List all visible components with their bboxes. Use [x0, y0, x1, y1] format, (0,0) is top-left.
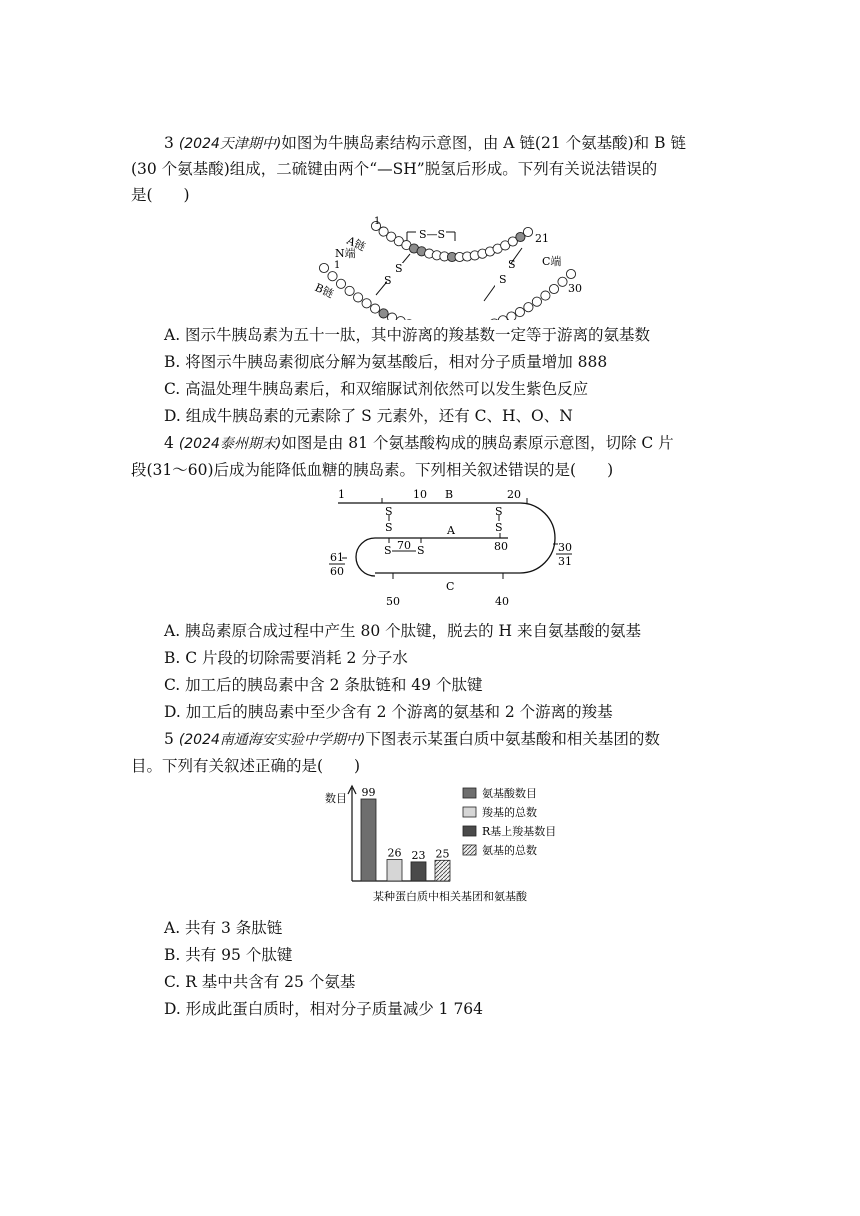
- q3-stem-2: (30 个氨基酸)组成，二硫键由两个“—SH”脱氢后形成。下列有关说法错误的: [131, 160, 658, 178]
- q3-option-c: C. 高温处理牛胰岛素后，和双缩脲试剂依然可以发生紫色反应: [164, 380, 589, 398]
- q3-label-1-b: 1: [334, 260, 341, 271]
- q3-label-21: 21: [535, 232, 549, 245]
- q4-label-c: C: [446, 580, 455, 593]
- q4-line1: [164, 432, 674, 455]
- q3-line1: [164, 132, 686, 155]
- q4-label-40: 40: [495, 595, 509, 608]
- q3-chain-b-bead: [558, 277, 567, 286]
- chart-x-label: 某种蛋白质中相关基团和氨基酸: [373, 890, 527, 903]
- q3-label-a-chain: A链: [344, 233, 368, 254]
- q3-option-a: A. 图示牛胰岛素为五十一肽，其中游离的羧基数一定等于游离的氨基数: [164, 326, 651, 344]
- chart-legend-swatch-0: [463, 788, 476, 798]
- q3-option-d: D. 组成牛胰岛素的元素除了 S 元素外，还有 C、H、O、N: [164, 407, 573, 425]
- q3-label-30: 30: [568, 282, 582, 295]
- chart-legend-swatch-3: [463, 845, 476, 855]
- q3-s-label-3: S: [508, 258, 516, 271]
- q3-chain-b-bead: [319, 263, 328, 272]
- q4-source: (2024泰州期末): [178, 436, 282, 452]
- q5-option-c: C. R 基中共含有 25 个氨基: [164, 973, 356, 991]
- q3-chain-b-bead: [566, 269, 575, 278]
- q5-option-d: D. 形成此蛋白质时，相对分子质量减少 1 764: [164, 1000, 484, 1018]
- q3-label-n-end: N端: [335, 247, 356, 260]
- q4-number: 4: [164, 434, 174, 452]
- q3-chain-b-bead: [507, 312, 516, 320]
- q3-s-label-1: S: [395, 262, 403, 275]
- q3-stem-3: 是( ): [131, 186, 190, 204]
- q3-s-label-4: S: [499, 273, 507, 286]
- q3-chain-a: [371, 221, 532, 261]
- q3-label-1-a: 1: [374, 216, 381, 227]
- q3-chain-b-bead: [328, 272, 337, 281]
- q4-option-b: B. C 片段的切除需要消耗 2 分子水: [164, 649, 408, 667]
- q3-chain-b-bead: [498, 316, 507, 320]
- q3-label-b-chain: B链: [312, 280, 336, 301]
- q3-chain-a-bead: [523, 227, 532, 236]
- chart-data-label-3: 25: [435, 847, 450, 861]
- chart-y-label: 数目: [325, 792, 347, 805]
- q4-label-31: 31: [558, 555, 572, 568]
- chart-data-label-1: 26: [387, 846, 402, 860]
- q4-label-61: 61: [330, 551, 344, 564]
- q4-label-70: 70: [397, 539, 411, 552]
- chart-legend-swatch-2: [463, 826, 476, 836]
- q4-s-bond2-top: S: [495, 505, 503, 518]
- chart-bar-1: [387, 860, 402, 882]
- q3-source: (2024天津期中): [178, 136, 282, 152]
- q3-stem-1: 如图为牛胰岛素结构示意图，由 A 链(21 个氨基酸)和 B 链: [281, 134, 686, 152]
- q3-insulin-figure: [300, 210, 600, 320]
- q4-proinsulin-figure: [320, 486, 580, 612]
- chart-legend: [463, 786, 556, 857]
- q3-chain-b-bead: [336, 279, 345, 288]
- q4-option-d: D. 加工后的胰岛素中至少含有 2 个游离的氨基和 2 个游离的羧基: [164, 703, 613, 721]
- q4-option-a: A. 胰岛素原合成过程中产生 80 个肽键，脱去的 H 来自氨基酸的氨基: [164, 622, 641, 640]
- q3-number: 3: [164, 134, 174, 152]
- q4-s-intra-left: S: [384, 544, 392, 557]
- chart-legend-label-2: R基上羧基数目: [482, 825, 557, 838]
- q5-stem-2: 目。下列有关叙述正确的是( ): [131, 757, 361, 775]
- q4-s-bond2-bottom: S: [495, 521, 503, 534]
- q4-option-c: C. 加工后的胰岛素中含 2 条肽链和 49 个肽键: [164, 676, 483, 694]
- q3-chain-b-bead: [524, 303, 533, 312]
- q5-stem-1: 下图表示某蛋白质中氨基酸和相关基团的数: [365, 730, 660, 748]
- chart-legend-swatch-1: [463, 807, 476, 817]
- q3-intra-ss-label: S—S: [419, 228, 446, 241]
- q3-chain-b-bead: [354, 293, 363, 302]
- q3-chain-b-bead: [541, 291, 550, 300]
- q4-s-bond1-bottom: S: [385, 521, 393, 534]
- q3-label-c-end: C端: [542, 255, 562, 268]
- q5-source: (2024南通海安实验中学期中): [178, 732, 366, 748]
- q4-s-intra-right: S: [417, 544, 425, 557]
- chart-bar-2: [411, 862, 426, 881]
- q4-label-20: 20: [507, 488, 521, 501]
- q3-chain-b-bead: [379, 309, 388, 318]
- q4-label-80: 80: [494, 540, 508, 553]
- q5-bar-chart: [315, 782, 595, 910]
- chart-legend-label-3: 氨基的总数: [482, 844, 537, 857]
- q4-label-60: 60: [330, 565, 344, 578]
- q4-stem-2: 段(31～60)后成为能降低血糖的胰岛素。下列相关叙述错误的是( ): [131, 461, 614, 479]
- chart-legend-label-0: 氨基酸数目: [482, 787, 537, 800]
- q3-chain-b-bead: [549, 284, 558, 293]
- q4-stem-1: 如图是由 81 个氨基酸构成的胰岛素原示意图，切除 C 片: [281, 434, 674, 452]
- q3-chain-b: [319, 263, 575, 320]
- q4-label-a: A: [447, 524, 455, 537]
- q3-option-b: B. 将图示牛胰岛素彻底分解为氨基酸后，相对分子质量增加 888: [164, 353, 608, 371]
- q3-s-label-2: S: [384, 274, 392, 287]
- q3-chain-b-bead: [396, 317, 405, 320]
- q4-label-30: 30: [558, 541, 572, 554]
- q4-s-bond1-top: S: [385, 505, 393, 518]
- q3-chain-b-bead: [532, 297, 541, 306]
- chart-bar-0: [361, 799, 376, 881]
- chart-data-label-0: 99: [361, 786, 376, 799]
- q3-chain-b-bead: [362, 299, 371, 308]
- q3-chain-b-bead: [371, 304, 380, 313]
- q5-line1: [164, 728, 660, 751]
- chart-legend-label-1: 羧基的总数: [482, 806, 537, 819]
- q4-label-50: 50: [386, 595, 400, 608]
- chart-bar-3: [435, 860, 450, 881]
- q4-label-1: 1: [338, 488, 345, 501]
- q3-chain-b-bead: [388, 313, 397, 320]
- chart-data-label-2: 23: [411, 848, 426, 862]
- q5-option-a: A. 共有 3 条肽链: [164, 919, 283, 937]
- q3-chain-b-bead: [345, 286, 354, 295]
- q4-label-b: B: [445, 488, 454, 501]
- q3-chain-b-bead: [515, 308, 524, 317]
- chart-bars: [361, 786, 450, 881]
- q5-number: 5: [164, 730, 174, 748]
- q4-chain-a-path: [356, 538, 508, 576]
- q5-option-b: B. 共有 95 个肽键: [164, 946, 293, 964]
- q3-chain-b-bead: [490, 319, 499, 320]
- q4-label-10: 10: [413, 488, 427, 501]
